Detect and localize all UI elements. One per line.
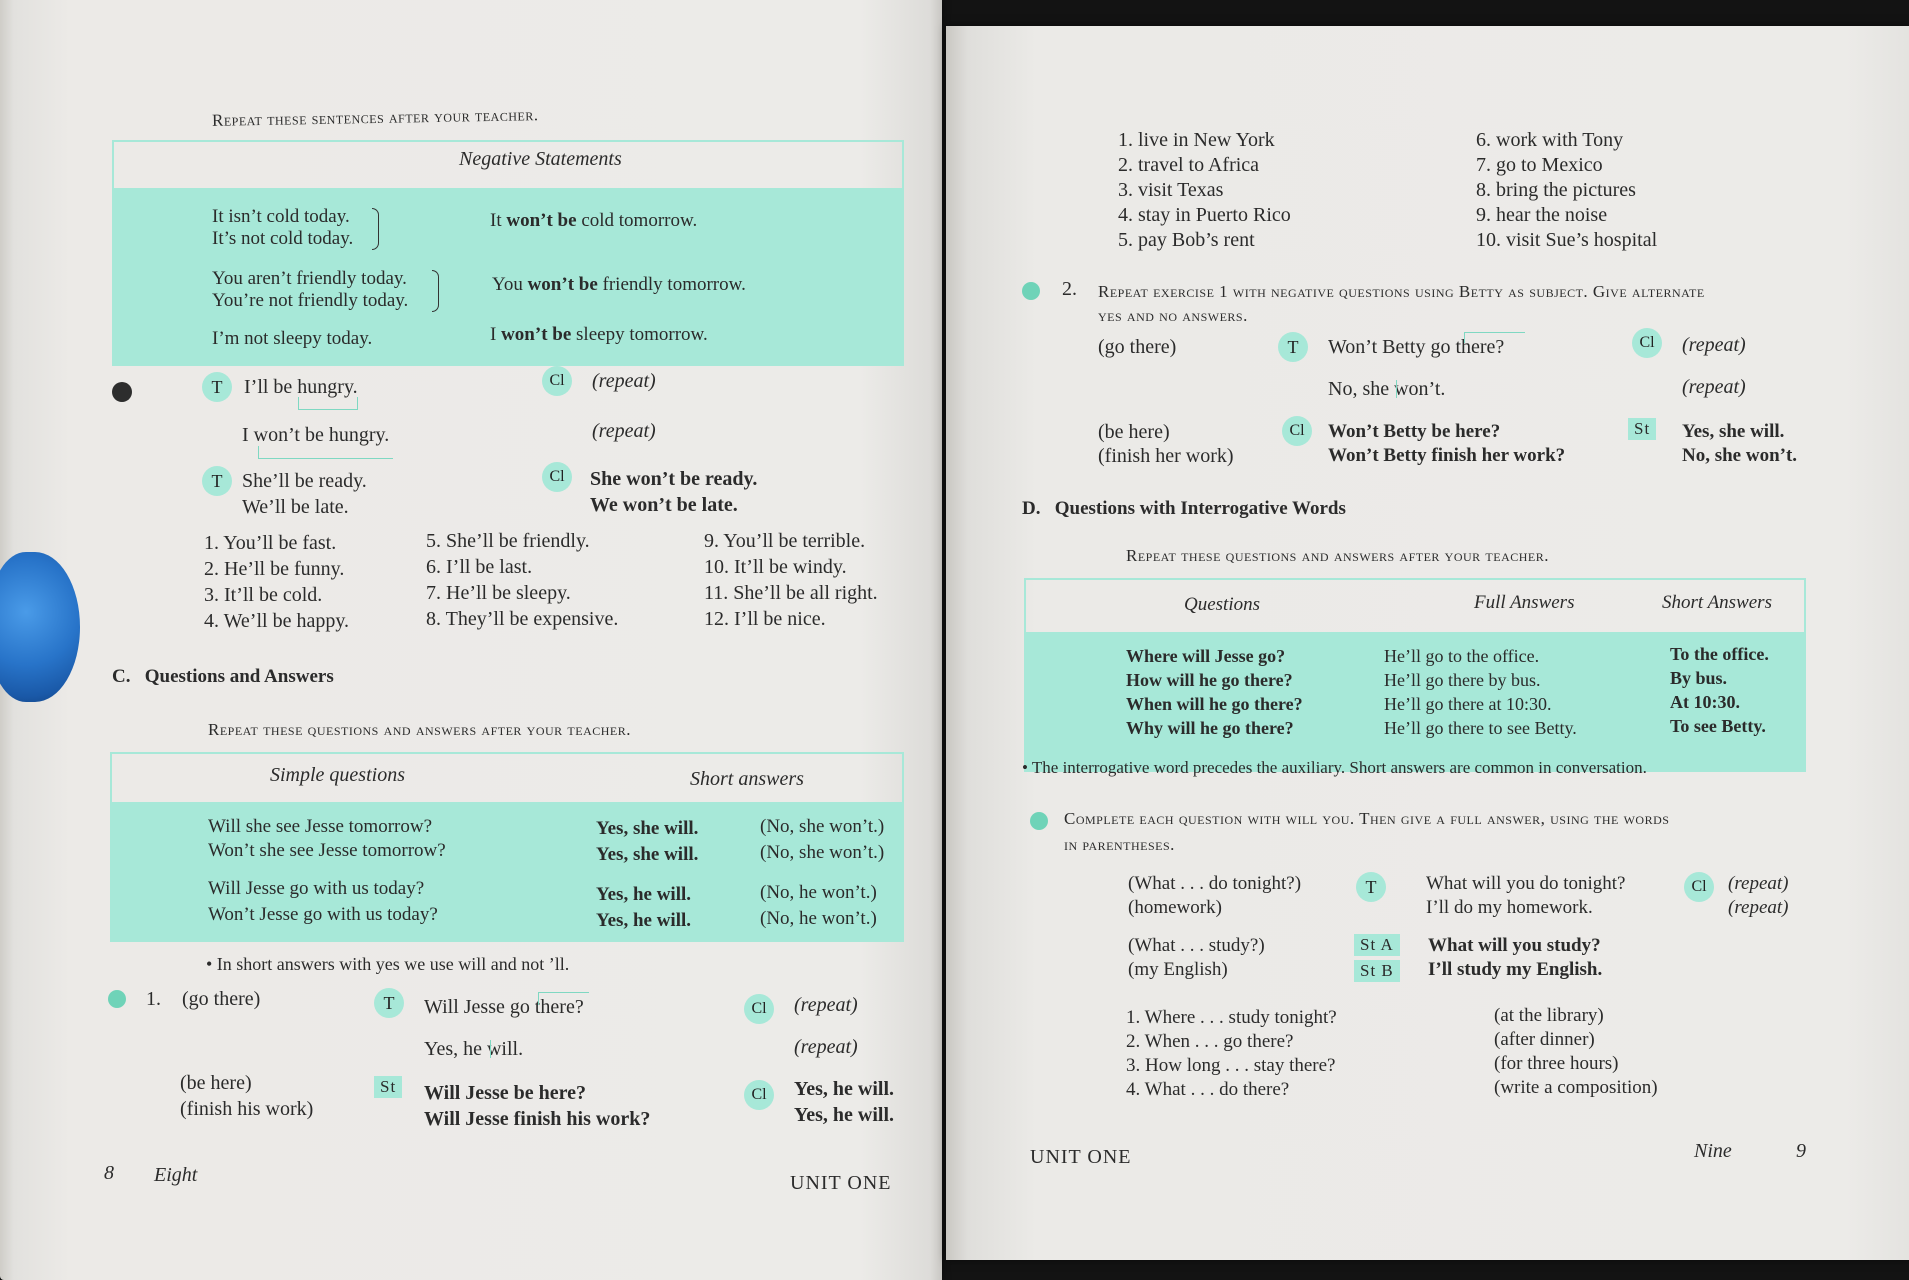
neg-row-2-b-pre: You — [492, 274, 528, 295]
table-s3: At 10:30. — [1670, 692, 1740, 712]
teacher-badge-5: T — [1356, 872, 1386, 902]
list-right — [1476, 128, 1657, 253]
ex3-cue1b: (homework) — [1128, 897, 1222, 918]
qa-q1: Will she see Jesse tomorrow? — [208, 816, 433, 837]
final-item-1: 1. Where . . . study tonight? — [1126, 1007, 1337, 1028]
ex2-cue2a: (be here) — [1098, 421, 1170, 443]
instruction-repeat-qa-2: Repeat these questions and answers after your teacher. — [1126, 546, 1550, 565]
qa-header-right: Short answers — [690, 768, 804, 790]
qa-n2: (No, she won’t.) — [760, 842, 885, 863]
ex3-cl-a: (repeat) — [1728, 873, 1789, 894]
table-q2: How will he go there? — [1126, 670, 1293, 690]
table-short-answers — [1670, 642, 1769, 738]
ex2-cue2b: (finish her work) — [1098, 445, 1234, 467]
drill-t3 — [242, 468, 367, 520]
qa-header-left: Simple questions — [270, 764, 405, 786]
ex3-cue1 — [1128, 872, 1301, 920]
ex1-st — [424, 1080, 650, 1132]
table-f2: He’ll go there by bus. — [1384, 670, 1541, 690]
table-q4: Why will he go there? — [1126, 718, 1294, 738]
table-questions — [1126, 644, 1303, 740]
final-answers — [1494, 1004, 1658, 1100]
teacher-badge-2: T — [202, 466, 232, 496]
qa-n3: (No, he won’t.) — [760, 882, 877, 903]
ex2-st — [1682, 420, 1797, 468]
drill-t3b: We’ll be late. — [242, 496, 349, 518]
student-badge-2: St — [1628, 418, 1656, 440]
brace-1 — [372, 208, 379, 250]
neg-row-3-right — [490, 324, 708, 346]
qa-a4: Yes, he will. — [596, 910, 691, 931]
exercise-2-bullet — [1022, 282, 1040, 300]
drill-cl1: (repeat) — [592, 370, 656, 392]
list-item-8: 8. bring the pictures — [1476, 179, 1636, 201]
complete-instruction — [1064, 806, 1669, 858]
drill-bullet — [112, 382, 132, 402]
left-page-word: Eight — [154, 1164, 198, 1186]
table-f1: He’ll go to the office. — [1384, 646, 1540, 666]
final-answer-4: (write a composition) — [1494, 1077, 1658, 1098]
exercise-1-bullet — [108, 990, 126, 1008]
exercise-3-bullet — [1030, 812, 1048, 830]
qa-a3: Yes, he will. — [596, 884, 691, 905]
intonation-line-1 — [298, 397, 358, 410]
qa-a2: Yes, she will. — [596, 844, 699, 865]
neg-row-3-b-post: sleepy tomorrow. — [571, 324, 708, 345]
ex2-ans: No, she won’t. — [1328, 378, 1446, 400]
right-page-number: 9 — [1796, 1140, 1806, 1162]
neg-row-1-b-bold: won’t be — [506, 210, 577, 231]
table-q3: When will he go there? — [1126, 694, 1303, 714]
final-answer-3: (for three hours) — [1494, 1053, 1619, 1074]
list-item-1: 1. live in New York — [1118, 129, 1275, 151]
class-badge-5: Cl — [1632, 328, 1662, 358]
intonation-line-2 — [258, 446, 393, 459]
instruction-repeat-qa: Repeat these questions and answers after your teacher. — [208, 720, 632, 739]
neg-row-2-a2: You’re not friendly today. — [212, 290, 409, 311]
items-col-1 — [204, 530, 349, 634]
intonation-line-3 — [538, 992, 589, 1005]
ex3-t — [1426, 872, 1625, 920]
final-answer-2: (after dinner) — [1494, 1029, 1595, 1050]
intonation-line-5 — [1464, 332, 1525, 343]
neg-row-2-b-bold: won’t be — [527, 274, 598, 295]
negative-statements-box — [112, 140, 904, 366]
qa-q3: Will Jesse go with us today? — [208, 878, 425, 899]
neg-row-1-a1: It isn’t cold today. — [212, 206, 350, 227]
class-badge-7: Cl — [1684, 872, 1714, 902]
ex2-cl2: (repeat) — [1682, 376, 1746, 398]
negative-statements-body — [114, 188, 902, 364]
qa-n1: (No, she won’t.) — [760, 816, 885, 837]
neg-row-1-b-post: cold tomorrow. — [576, 210, 698, 231]
final-answer-1: (at the library) — [1494, 1005, 1604, 1026]
ex2-st-b: No, she won’t. — [1682, 445, 1798, 466]
class-badge-2: Cl — [542, 462, 572, 492]
neg-row-3-left: I’m not sleepy today. — [212, 328, 373, 349]
interrogative-table — [1024, 578, 1806, 772]
right-unit-label: UNIT ONE — [1030, 1146, 1132, 1168]
drill-r3b: We won’t be late. — [590, 494, 738, 516]
item-2: 2. He’ll be funny. — [204, 558, 345, 580]
teacher-badge-3: T — [374, 988, 404, 1018]
final-item-2: 2. When . . . go there? — [1126, 1031, 1294, 1052]
drill-t3a: She’ll be ready. — [242, 470, 367, 492]
ex2-cl: (repeat) — [1682, 334, 1746, 356]
ex1-st-b: Will Jesse finish his work? — [424, 1108, 651, 1130]
right-page-word: Nine — [1694, 1140, 1732, 1162]
item-10: 10. It’ll be windy. — [704, 556, 847, 578]
item-12: 12. I’ll be nice. — [704, 608, 826, 630]
neg-row-3-b-pre: I — [490, 324, 502, 345]
ex3-stb: I’ll study my English. — [1428, 959, 1603, 980]
class-badge: Cl — [542, 366, 572, 396]
left-unit-label: UNIT ONE — [790, 1172, 892, 1194]
table-f3: He’ll go there at 10:30. — [1384, 694, 1552, 714]
table-q1: Where will Jesse go? — [1126, 646, 1286, 666]
class-badge-4: Cl — [744, 1080, 774, 1110]
table-s2: By bus. — [1670, 668, 1728, 688]
ex3-cue2b: (my English) — [1128, 959, 1228, 980]
brace-2 — [432, 270, 439, 312]
ex1-cue2 — [180, 1070, 313, 1122]
drill-t1: I’ll be hungry. — [244, 376, 358, 398]
list-item-3: 3. visit Texas — [1118, 179, 1224, 201]
teacher-badge-4: T — [1278, 332, 1308, 362]
list-item-5: 5. pay Bob’s rent — [1118, 229, 1255, 251]
drill-cl2: (repeat) — [592, 420, 656, 442]
left-page — [0, 0, 942, 1280]
ex2-instruction-2: yes and no answers. — [1098, 306, 1248, 325]
qa-n4: (No, he won’t.) — [760, 908, 877, 929]
list-item-6: 6. work with Tony — [1476, 129, 1624, 151]
bookmark-tassel — [0, 552, 80, 702]
neg-row-1-left — [212, 206, 353, 250]
student-a-badge: St A — [1354, 934, 1400, 956]
list-item-4: 4. stay in Puerto Rico — [1118, 204, 1291, 226]
item-1: 1. You’ll be fast. — [204, 532, 337, 554]
section-d-title: D. Questions with Interrogative Words — [1022, 498, 1346, 519]
ex3-cue2a: (What . . . study?) — [1128, 935, 1265, 956]
ex3-t-a: What will you do tonight? — [1426, 873, 1626, 894]
table-s1: To the office. — [1670, 644, 1769, 664]
item-3: 3. It’ll be cold. — [204, 584, 323, 606]
drill-r3a: She won’t be ready. — [590, 468, 758, 490]
ex3-cl — [1728, 872, 1789, 920]
right-page — [946, 26, 1909, 1260]
ex2-q-a: Won’t Betty be here? — [1328, 421, 1501, 442]
interrogative-note: • The interrogative word precedes the auxiliary. Short answers are common in conversation. — [1022, 758, 1647, 777]
complete-instruction-1: Complete each question with will you. Then give a full answer, using the words — [1064, 809, 1670, 828]
list-item-2: 2. travel to Africa — [1118, 154, 1260, 176]
neg-row-3-b-bold: won’t be — [501, 324, 572, 345]
item-6: 6. I’ll be last. — [426, 556, 533, 578]
table-f4: He’ll go there to see Betty. — [1384, 718, 1577, 738]
ex1-cue2b: (finish his work) — [180, 1098, 314, 1120]
qa-box — [110, 752, 904, 942]
class-badge-6: Cl — [1282, 416, 1312, 446]
short-answer-note: • In short answers with yes we use will and not ’ll. — [206, 954, 570, 974]
teacher-badge: T — [202, 372, 232, 402]
neg-row-2-right — [492, 274, 746, 296]
section-c-title: C. Questions and Answers — [112, 666, 334, 687]
qa-body — [112, 802, 902, 940]
ex1-cl-a: Yes, he will. — [794, 1078, 894, 1100]
instruction-repeat-sentences: Repeat these sentences after your teacher. — [211, 105, 539, 130]
ex1-cl-b: Yes, he will. — [794, 1104, 894, 1126]
neg-row-2-a1: You aren’t friendly today. — [212, 268, 407, 289]
ex1-t: Will Jesse go there? — [424, 996, 584, 1018]
items-col-3 — [704, 528, 878, 632]
table-header-short: Short Answers — [1662, 592, 1772, 613]
qa-q4: Won’t Jesse go with us today? — [208, 904, 438, 925]
ex1-cl-answers — [794, 1076, 894, 1128]
ex3-t-b: I’ll do my homework. — [1426, 897, 1593, 918]
neg-row-1-a2: It’s not cold today. — [212, 228, 354, 249]
ex1-cue1: (go there) — [182, 988, 261, 1010]
list-item-9: 9. hear the noise — [1476, 204, 1608, 226]
item-11: 11. She’ll be all right. — [704, 582, 878, 604]
list-item-10: 10. visit Sue’s hospital — [1476, 229, 1658, 251]
ex1-ans: Yes, he will. — [424, 1038, 524, 1060]
ex1-number: 1. — [146, 988, 161, 1010]
intonation-line-4 — [490, 1040, 527, 1058]
neg-row-2-left — [212, 268, 408, 312]
student-badge: St — [374, 1076, 402, 1098]
ex2-instruction — [1098, 280, 1705, 328]
final-item-3: 3. How long . . . stay there? — [1126, 1055, 1336, 1076]
item-8: 8. They’ll be expensive. — [426, 608, 619, 630]
qa-q2: Won’t she see Jesse tomorrow? — [208, 840, 446, 861]
ex2-q — [1328, 420, 1565, 468]
neg-row-1-b-pre: It — [490, 210, 507, 231]
item-4: 4. We’ll be happy. — [204, 610, 350, 632]
ex2-q-b: Won’t Betty finish her work? — [1328, 445, 1566, 466]
drill-t2: I won’t be hungry. — [242, 424, 390, 446]
ex2-cue1: (go there) — [1098, 336, 1177, 358]
table-header-full: Full Answers — [1474, 592, 1575, 613]
ex2-st-a: Yes, she will. — [1682, 421, 1785, 442]
item-5: 5. She’ll be friendly. — [426, 530, 590, 552]
items-col-2 — [426, 528, 618, 632]
intonation-line-6 — [1396, 380, 1433, 398]
ex3-cue2 — [1128, 934, 1265, 982]
ex1-cl2: (repeat) — [794, 1036, 858, 1058]
ex2-instruction-1: Repeat exercise 1 with negative questions using Betty as subject. Give alternate — [1098, 282, 1705, 301]
list-left — [1118, 128, 1291, 253]
neg-row-1-right — [490, 210, 697, 232]
complete-instruction-2: in parentheses. — [1064, 835, 1175, 854]
ex2-t: Won’t Betty go there? — [1328, 336, 1505, 358]
drill-r3 — [590, 466, 757, 518]
ex2-number: 2. — [1062, 278, 1077, 300]
ex1-st-a: Will Jesse be here? — [424, 1082, 587, 1104]
ex3-st — [1428, 934, 1602, 982]
left-page-number: 8 — [104, 1162, 114, 1184]
ex2-cue2 — [1098, 420, 1234, 468]
ex3-cue1a: (What . . . do tonight?) — [1128, 873, 1302, 894]
final-item-4: 4. What . . . do there? — [1126, 1079, 1290, 1100]
item-7: 7. He’ll be sleepy. — [426, 582, 571, 604]
table-full-answers — [1384, 644, 1577, 740]
table-body — [1026, 632, 1804, 770]
list-item-7: 7. go to Mexico — [1476, 154, 1603, 176]
final-questions — [1126, 1006, 1337, 1102]
ex1-cue2a: (be here) — [180, 1072, 252, 1094]
ex1-cl: (repeat) — [794, 994, 858, 1016]
ex3-sta: What will you study? — [1428, 935, 1601, 956]
neg-row-2-b-post: friendly tomorrow. — [597, 274, 746, 295]
ex3-cl-b: (repeat) — [1728, 897, 1789, 918]
qa-a1: Yes, she will. — [596, 818, 699, 839]
table-s4: To see Betty. — [1670, 716, 1766, 736]
class-badge-3: Cl — [744, 994, 774, 1024]
item-9: 9. You’ll be terrible. — [704, 530, 866, 552]
negative-statements-header: Negative Statements — [459, 148, 622, 170]
student-b-badge: St B — [1354, 960, 1400, 982]
table-header-questions: Questions — [1184, 594, 1260, 615]
